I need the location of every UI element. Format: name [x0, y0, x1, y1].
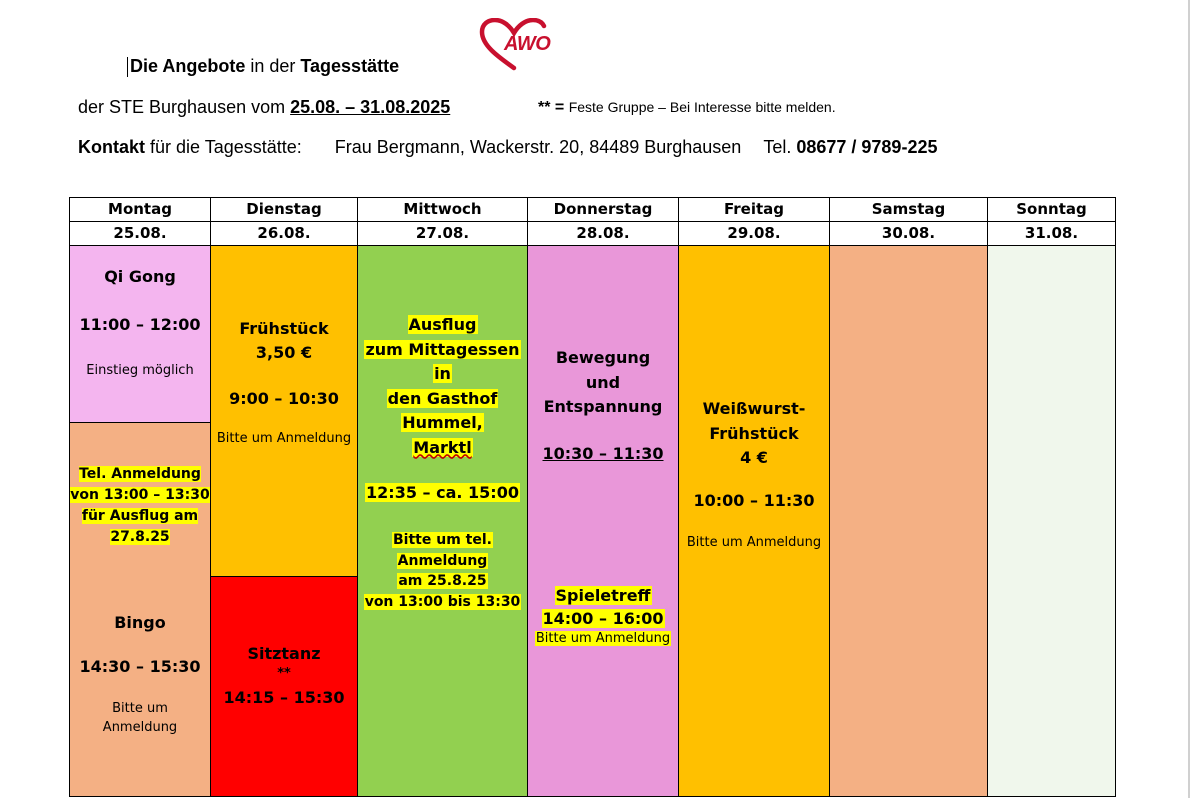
excursion-note-line: von 13:00 bis 13:30: [364, 593, 521, 610]
excursion-note-line: Bitte um tel.: [393, 532, 492, 548]
excursion-line: Marktl: [413, 437, 472, 457]
excursion-note-line: am 25.8.25: [398, 573, 487, 589]
friday-cell: [679, 246, 830, 797]
excursion-note-line: Anmeldung: [397, 552, 488, 569]
exercise-line: Entspannung: [543, 397, 663, 416]
tuesday-cell: [211, 246, 358, 797]
exercise-title: [528, 346, 678, 420]
excursion-line: Ausflug: [408, 315, 477, 334]
qigong-note: Einstieg möglich: [86, 363, 194, 378]
breakfast-title: [211, 317, 357, 365]
phone-signup-line: von 13:00 – 13:30: [70, 487, 210, 503]
weisswurst-line: Frühstück: [709, 423, 799, 443]
title-bold-1: Die Angebote: [130, 56, 246, 76]
excursion-title: [358, 313, 527, 460]
breakfast-name: Frühstück: [239, 319, 329, 338]
day-date: 29.08.: [679, 222, 830, 246]
legend-stars: ** =: [538, 99, 569, 116]
qigong-block: [70, 246, 210, 423]
day-name: Montag: [70, 198, 211, 222]
contact-label: Kontakt: [78, 137, 145, 157]
excursion-line: Hummel,: [402, 413, 483, 432]
weisswurst-title: [679, 397, 829, 471]
day-name: Freitag: [679, 198, 830, 222]
day-date: 28.08.: [528, 222, 679, 246]
awo-logo: [478, 18, 560, 72]
monday-cell: [70, 246, 211, 797]
sitztanz-title: Sitztanz: [247, 644, 321, 663]
day-name: Samstag: [830, 198, 988, 222]
schedule-table: [69, 197, 1116, 797]
contact-mid: für die Tagesstätte:: [145, 137, 302, 157]
logo-text: AWO: [504, 33, 551, 55]
phone-signup-line: für Ausflug am: [81, 508, 199, 524]
bingo-note: [70, 699, 210, 737]
date-row: [70, 222, 1116, 246]
location-text: der STE Burghausen vom: [78, 97, 291, 117]
excursion-block: [358, 246, 527, 796]
weisswurst-time: 10:00 – 11:30: [693, 491, 815, 510]
phone-signup-line: Tel. Anmeldung: [79, 466, 201, 482]
title-mid: in der: [245, 56, 301, 76]
games-note-text: Bitte um Anmeldung: [535, 631, 671, 646]
day-date: 27.08.: [358, 222, 528, 246]
excursion-time-text: 12:35 – ca. 15:00: [366, 483, 519, 502]
day-date: 25.08.: [70, 222, 211, 246]
qigong-title: Qi Gong: [104, 267, 176, 286]
day-date: 30.08.: [830, 222, 988, 246]
breakfast-note: Bitte um Anmeldung: [216, 431, 352, 446]
wednesday-cell: [358, 246, 528, 797]
day-name: Mittwoch: [358, 198, 528, 222]
excursion-note: [358, 530, 527, 612]
contact-line: [78, 137, 937, 158]
breakfast-time: 9:00 – 10:30: [229, 389, 339, 408]
legend-text: Feste Gruppe – Bei Interesse bitte melden.: [568, 99, 836, 115]
sitztanz-block: [211, 577, 357, 796]
weisswurst-note: Bitte um Anmeldung: [686, 535, 822, 550]
bingo-note-line: Bitte um: [112, 701, 168, 716]
bingo-title: Bingo: [114, 613, 166, 632]
breakfast-price: 3,50 €: [255, 343, 313, 362]
weisswurst-line: Weißwurst-: [702, 399, 806, 418]
games-block: [528, 584, 678, 630]
qigong-time: 11:00 – 12:00: [79, 315, 201, 334]
day-name: Donnerstag: [528, 198, 679, 222]
thursday-cell: [528, 246, 679, 797]
text-cursor: [127, 57, 128, 77]
games-time: 14:00 – 16:00: [542, 609, 664, 628]
bingo-time: 14:30 – 15:30: [79, 657, 201, 676]
excursion-line: in: [434, 364, 451, 383]
games-note: [528, 631, 678, 646]
legend-note: [538, 99, 836, 117]
games-title: Spieletreff: [555, 586, 651, 605]
title-bold-2: Tagesstätte: [300, 56, 400, 76]
page-title: [130, 56, 399, 77]
day-date: 26.08.: [211, 222, 358, 246]
day-name: Dienstag: [211, 198, 358, 222]
sunday-cell: [988, 246, 1116, 797]
saturday-cell: [830, 246, 988, 797]
excursion-time: [358, 483, 527, 502]
sitztanz-stars: **: [277, 666, 291, 681]
monday-afternoon-block: [70, 423, 210, 796]
date-range-line: [78, 97, 450, 118]
excursion-line: den Gasthof: [387, 388, 498, 408]
weekday-row: [70, 198, 1116, 222]
exercise-line: Bewegung: [555, 348, 651, 367]
day-name: Sonntag: [988, 198, 1116, 222]
tel-number: 08677 / 9789-225: [796, 137, 938, 157]
breakfast-block: [211, 246, 357, 577]
phone-signup-note: [70, 464, 210, 548]
weisswurst-price: 4 €: [740, 448, 768, 467]
tel-label: Tel.: [763, 137, 797, 157]
sitztanz-time: 14:15 – 15:30: [223, 688, 345, 707]
exercise-line: und: [585, 372, 621, 392]
phone-signup-line: 27.8.25: [110, 529, 170, 545]
date-range: 25.08. – 31.08.2025: [290, 97, 451, 117]
contact-address: Frau Bergmann, Wackerstr. 20, 84489 Burghausen: [334, 137, 742, 157]
exercise-time: [528, 444, 678, 463]
bingo-note-line: Anmeldung: [102, 720, 178, 735]
exercise-time-text: 10:30 – 11:30: [542, 444, 664, 463]
thursday-block: [528, 246, 678, 796]
excursion-line: zum Mittagessen: [365, 339, 520, 359]
weisswurst-block: [679, 246, 829, 796]
day-date: 31.08.: [988, 222, 1116, 246]
activities-row: [70, 246, 1116, 797]
